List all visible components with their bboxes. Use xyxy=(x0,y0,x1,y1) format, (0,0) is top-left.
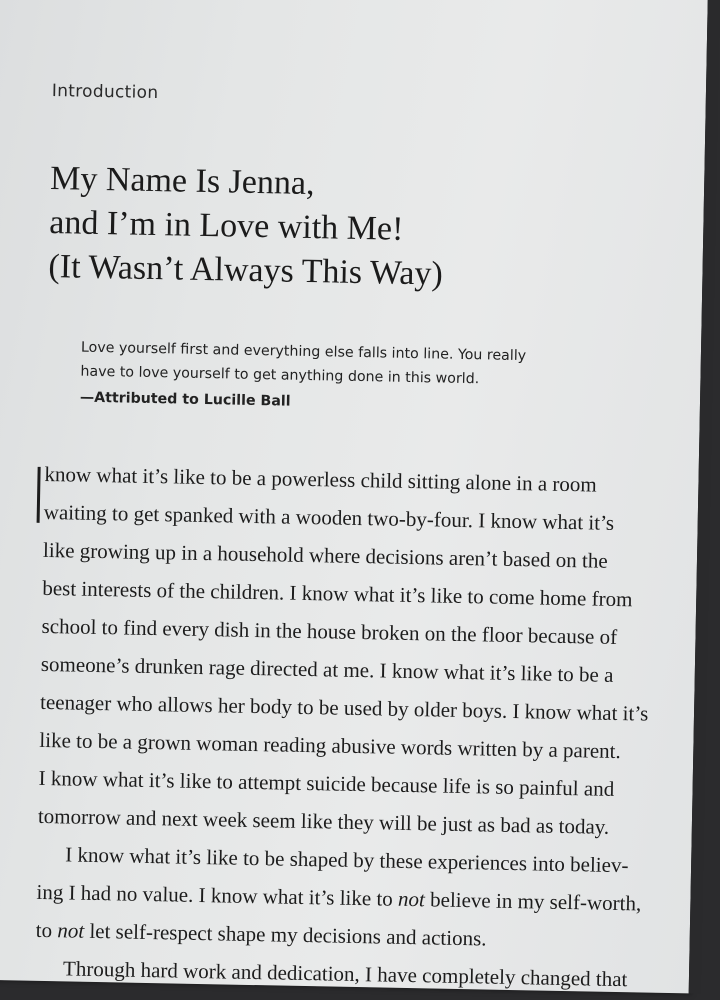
body-line: like growing up in a household where decisions aren’t based on the xyxy=(42,537,608,573)
body-line: to not let self-respect shape my decisions and actions. xyxy=(35,917,487,951)
body-line: I know what it’s like to be shaped by these experiences into believ- xyxy=(64,842,629,878)
body-line: someone’s drunken rage directed at me. I know what it’s like to be a xyxy=(40,651,614,687)
body-line: school to find every dish in the house broken on the floor because of xyxy=(41,613,618,649)
emphasis-not: not xyxy=(397,886,426,912)
page-edge-shadow xyxy=(689,0,720,994)
body-line: Through hard work and dedication, I have completely changed that xyxy=(62,956,628,992)
chapter-title-line: and I’m in Love with Me! xyxy=(48,203,404,248)
epigraph-line: have to love yourself to get anything done in this world. xyxy=(80,363,480,388)
chapter-title-line: (It Wasn’t Always This Way) xyxy=(48,247,444,293)
paragraph-2 xyxy=(35,835,678,999)
page-content xyxy=(35,81,692,999)
epigraph-attribution: —Attributed to Lucille Ball xyxy=(79,389,291,410)
body-line: ing I had no value. I know what it’s like to not believe in my self-worth, xyxy=(36,879,642,916)
section-label: Introduction xyxy=(51,81,159,104)
body-line: best interests of the children. I know what it’s like to come home from xyxy=(42,575,633,612)
body-text xyxy=(35,455,685,999)
emphasis-not: not xyxy=(57,918,85,943)
chapter-title xyxy=(48,157,690,301)
body-line: like to be a grown woman reading abusive words written by a parent. xyxy=(39,727,621,764)
epigraph-line: Love yourself first and everything else falls into line. You really xyxy=(80,339,527,365)
body-line: waiting to get spanked with a wooden two-by-four. I know what it’s xyxy=(43,499,615,535)
chapter-title-line: My Name Is Jenna, xyxy=(49,160,315,203)
epigraph-quote xyxy=(80,336,687,422)
drop-cap-i xyxy=(37,461,46,517)
body-line: tomorrow and next week seem like they will be just as bad as today. xyxy=(37,803,610,839)
body-line: know what it’s like to be a powerless child sitting alone in a room xyxy=(44,461,597,497)
body-line: teenager who allows her body to be used by older boys. I know what it’s xyxy=(39,689,649,726)
body-line: I know what it’s like to attempt suicide because life is so painful and xyxy=(38,765,615,801)
paragraph-1 xyxy=(38,455,685,847)
